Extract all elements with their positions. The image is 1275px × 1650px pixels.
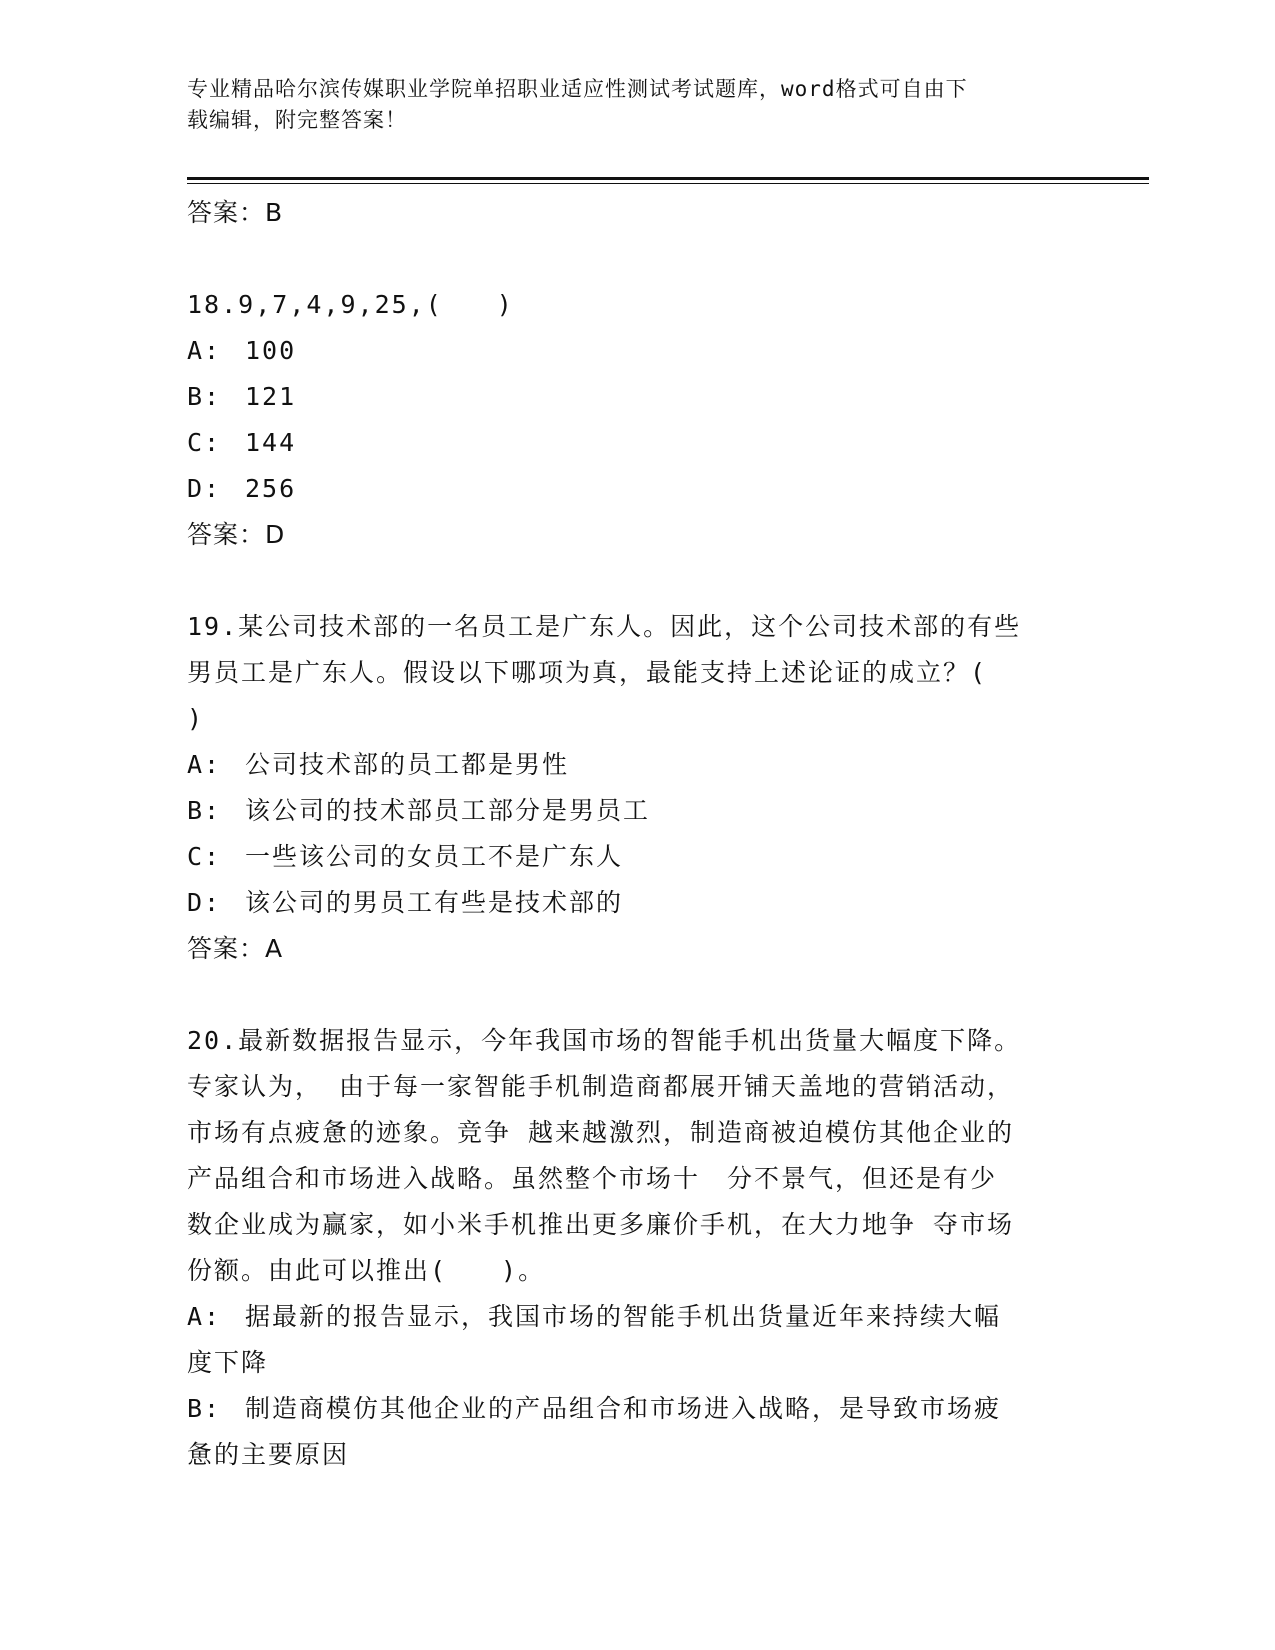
question-stem-line: 数企业成为赢家，如小米手机推出更多廉价手机，在大力地争 夺市场 [187, 1210, 1015, 1239]
option-text-continued: 度下降 [187, 1348, 269, 1377]
question-stem-line: 20.最新数据报告显示，今年我国市场的智能手机出货量大幅度下降。 [187, 1026, 1022, 1055]
page-header [187, 74, 1067, 136]
option-text: 256 [245, 474, 297, 503]
option-text: 该公司的男员工有些是技术部的 [245, 888, 624, 917]
header-rule-thick [187, 177, 1149, 180]
option-key: D: [187, 888, 222, 917]
question-stem-line: 男员工是广东人。假设以下哪项为真，最能支持上述论证的成立？( [187, 658, 988, 687]
question-stem-line: 专家认为， 由于每一家智能手机制造商都展开铺天盖地的营销活动， [187, 1072, 1015, 1101]
spacer [187, 236, 1067, 282]
option-text: 该公司的技术部员工部分是男员工 [245, 796, 651, 825]
answer-17: 答案：B [187, 198, 284, 227]
option-b [187, 1386, 1067, 1432]
option-d [187, 880, 1067, 926]
option-text-continued: 惫的主要原因 [187, 1440, 350, 1469]
option-a [187, 1294, 1067, 1340]
question-19 [187, 604, 1067, 972]
question-18 [187, 282, 1067, 558]
option-key: B: [187, 382, 222, 411]
question-stem-line: 份额。由此可以推出( )。 [187, 1256, 546, 1285]
option-a [187, 328, 1067, 374]
option-text: 制造商模仿其他企业的产品组合和市场进入战略，是导致市场疲 [245, 1394, 1002, 1423]
option-text: 据最新的报告显示，我国市场的智能手机出货量近年来持续大幅 [245, 1302, 1002, 1331]
option-a [187, 742, 1067, 788]
option-b [187, 374, 1067, 420]
option-c [187, 834, 1067, 880]
question-stem-line: 产品组合和市场进入战略。虽然整个市场十 分不景气，但还是有少 [187, 1164, 998, 1193]
option-key: C: [187, 842, 222, 871]
option-c [187, 420, 1067, 466]
option-text: 一些该公司的女员工不是广东人 [245, 842, 624, 871]
document-body [187, 190, 1067, 1478]
header-line-2: 载编辑，附完整答案！ [187, 108, 407, 132]
option-text: 100 [245, 336, 297, 365]
header-rule-thin [187, 183, 1149, 184]
question-stem-line: 市场有点疲惫的迹象。竞争 越来越激烈，制造商被迫模仿其他企业的 [187, 1118, 1015, 1147]
spacer [187, 972, 1067, 1018]
question-stem-line: ) [187, 704, 205, 733]
option-text: 121 [245, 382, 297, 411]
header-line-1: 专业精品哈尔滨传媒职业学院单招职业适应性测试考试题库，word格式可自由下 [187, 77, 968, 101]
question-stem-line: 18.9,7,4,9,25,( ) [187, 290, 514, 319]
option-text: 公司技术部的员工都是男性 [245, 750, 570, 779]
answer-18: 答案：D [187, 520, 286, 549]
option-key: C: [187, 428, 222, 457]
spacer [187, 558, 1067, 604]
option-key: A: [187, 336, 222, 365]
option-key: B: [187, 796, 222, 825]
option-text: 144 [245, 428, 297, 457]
option-key: D: [187, 474, 222, 503]
option-key: A: [187, 1302, 222, 1331]
answer-19: 答案：A [187, 934, 284, 963]
option-key: A: [187, 750, 222, 779]
option-d [187, 466, 1067, 512]
question-stem-line: 19.某公司技术部的一名员工是广东人。因此，这个公司技术部的有些 [187, 612, 1022, 641]
option-key: B: [187, 1394, 222, 1423]
option-b [187, 788, 1067, 834]
question-20 [187, 1018, 1067, 1478]
